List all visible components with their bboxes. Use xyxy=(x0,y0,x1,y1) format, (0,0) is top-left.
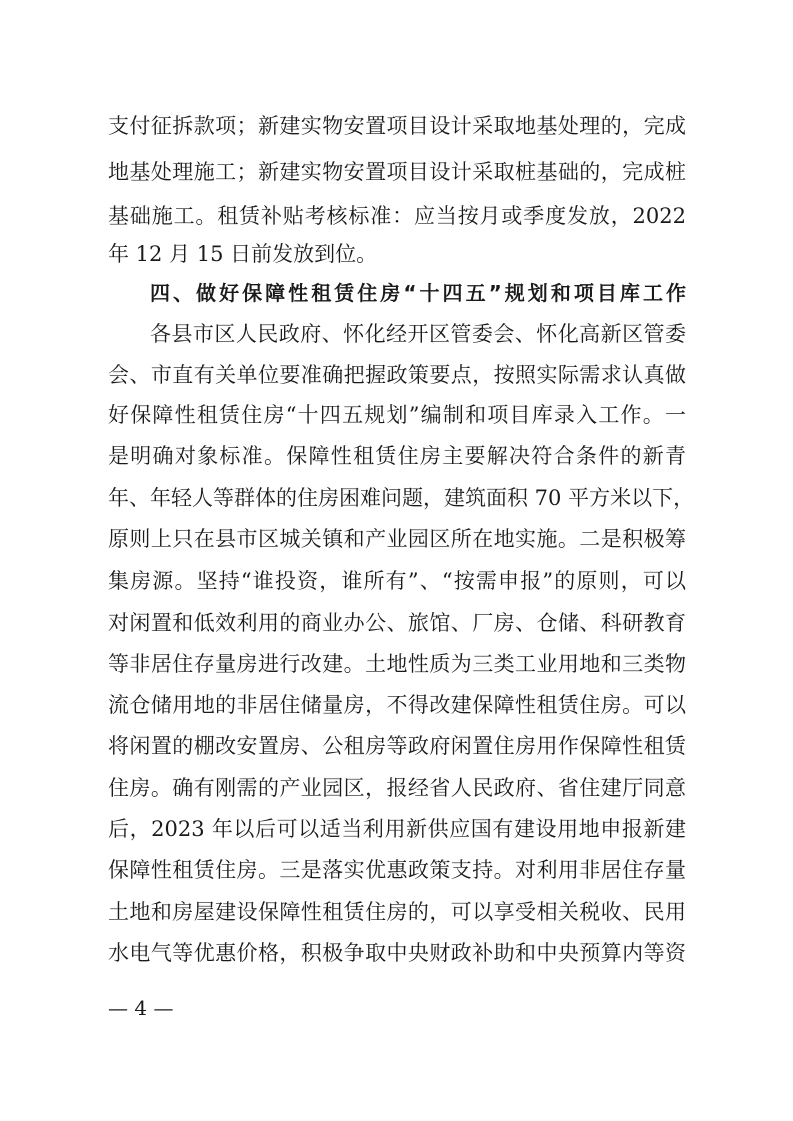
paragraph-line: 将闲置的棚改安置房、公租房等政府闲置住房用作保障性租赁 xyxy=(108,734,686,758)
section-heading: 四、做好保障性租赁住房“十四五”规划和项目库工作 xyxy=(150,281,686,305)
body-line: 支付征拆款项；新建实物安置项目设计采取地基处理的，完成 xyxy=(108,114,686,138)
paragraph-line: 住房。确有刚需的产业园区，报经省人民政府、省住建厅同意 xyxy=(108,776,686,800)
paragraph-line: 是明确对象标准。保障性租赁住房主要解决符合条件的新青 xyxy=(108,444,686,468)
body-line: 地基处理施工；新建实物安置项目设计采取桩基础的，完成桩 xyxy=(108,160,686,184)
paragraph-line: 流仓储用地的非居住储量房，不得改建保障性租赁住房。可以 xyxy=(108,693,686,717)
paragraph-line: 对闲置和低效利用的商业办公、旅馆、厂房、仓储、科研教育 xyxy=(108,611,686,635)
page-number: — 4 — xyxy=(108,996,174,1020)
paragraph-line: 各县市区人民政府、怀化经开区管委会、怀化高新区管委 xyxy=(150,322,686,346)
paragraph-line: 集房源。坚持“谁投资，谁所有”、“按需申报”的原则，可以 xyxy=(108,569,686,593)
paragraph-line: 好保障性租赁住房“十四五规划”编制和项目库录入工作。一 xyxy=(108,403,686,427)
paragraph-line: 年、年轻人等群体的住房困难问题，建筑面积 70 平方米以下， xyxy=(108,486,695,510)
body-line: 基础施工。租赁补贴考核标准：应当按月或季度发放，2022 xyxy=(108,204,686,228)
paragraph-line: 后，2023 年以后可以适当利用新供应国有建设用地申报新建 xyxy=(108,817,686,841)
paragraph-line: 保障性租赁住房。三是落实优惠政策支持。对利用非居住存量 xyxy=(108,858,686,882)
paragraph-line: 水电气等优惠价格，积极争取中央财政补助和中央预算内等资 xyxy=(108,941,686,965)
paragraph-line: 等非居住存量房进行改建。土地性质为三类工业用地和三类物 xyxy=(108,652,686,676)
paragraph-line: 会、市直有关单位要准确把握政策要点，按照实际需求认真做 xyxy=(108,363,686,387)
body-line: 年 12 月 15 日前发放到位。 xyxy=(108,242,378,266)
paragraph-line: 土地和房屋建设保障性租赁住房的，可以享受相关税收、民用 xyxy=(108,900,686,924)
paragraph-line: 原则上只在县市区城关镇和产业园区所在地实施。二是积极筹 xyxy=(108,527,686,551)
